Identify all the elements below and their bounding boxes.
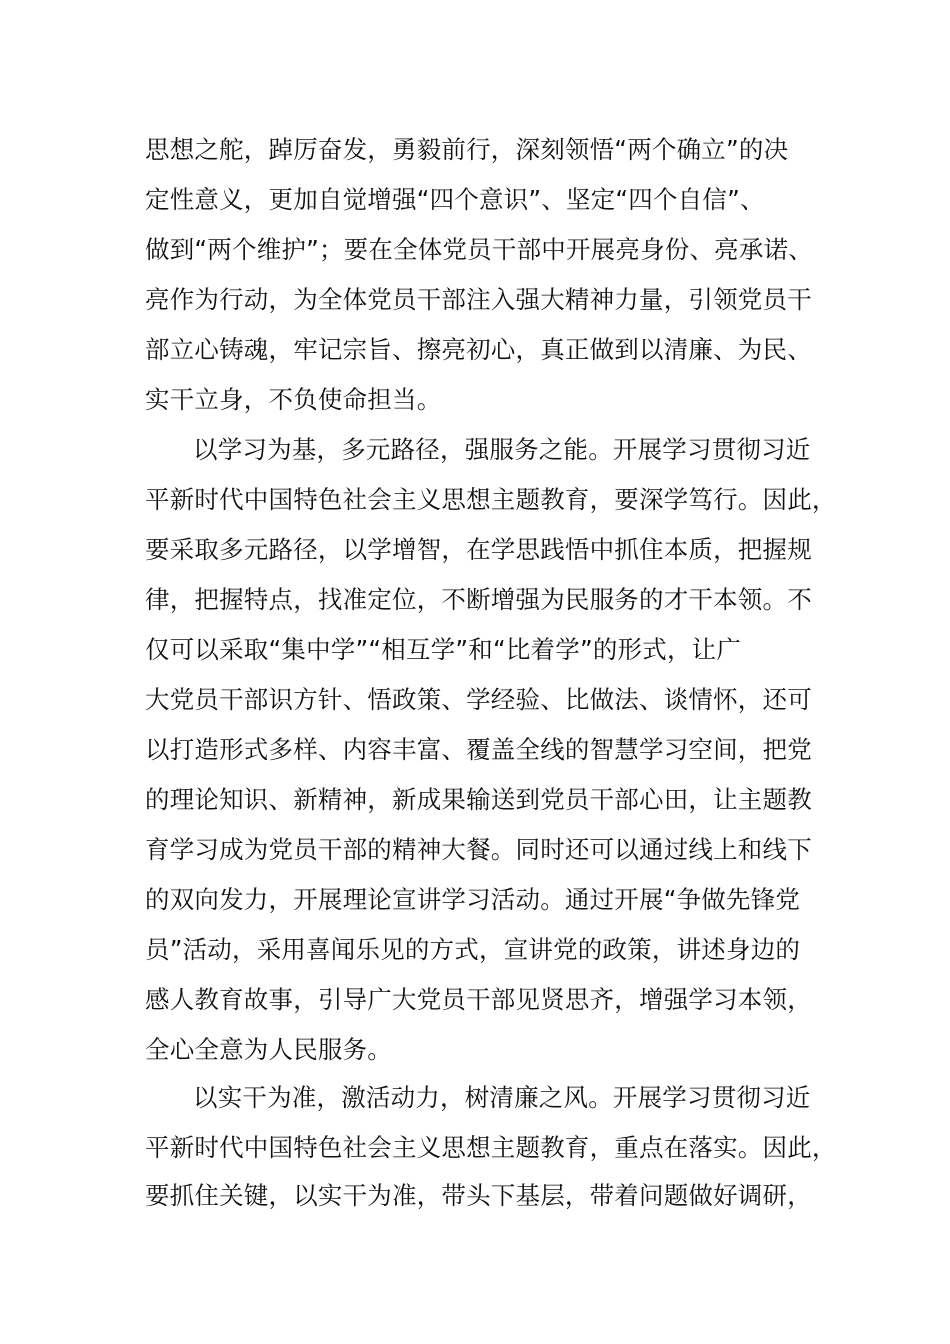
text-line: 感人教育故事，引导广大党员干部见贤思齐，增强学习本领， [145,985,812,1014]
text-line: 以打造形式多样、内容丰富、覆盖全线的智慧学习空间，把党 [145,735,812,764]
text-line: 实干立身，不负使命担当。 [145,385,442,414]
text-line: 全心全意为人民服务。 [145,1035,392,1064]
text-line: 做到“两个维护”；要在全体党员干部中开展亮身份、亮承诺、 [145,235,813,264]
paragraph-first-line: 以学习为基，多元路径，强服务之能。开展学习贯彻习近 [193,435,811,464]
text-line: 要采取多元路径，以学增智，在学思践悟中抓住本质，把握规 [145,535,812,564]
paragraph-first-line: 以实干为准，激活动力，树清廉之风。开展学习贯彻习近 [193,1083,811,1112]
text-line: 的理论知识、新精神，新成果输送到党员干部心田，让主题教 [145,785,812,814]
text-line: 育学习成为党员干部的精神大餐。同时还可以通过线上和线下 [145,835,812,864]
text-line: 员”活动，采用喜闻乐见的方式，宣讲党的政策，讲述身边的 [145,935,801,964]
text-line: 律，把握特点，找准定位，不断增强为民服务的才干本领。不 [145,585,812,614]
text-line: 平新时代中国特色社会主义思想主题教育，重点在落实。因此， [145,1133,837,1162]
text-line: 要抓住关键，以实干为准，带头下基层，带着问题做好调研， [145,1181,812,1210]
text-line: 定性意义，更加自觉增强“四个意识”、坚定“四个自信”、 [145,185,765,214]
text-line: 亮作为行动，为全体党员干部注入强大精神力量，引领党员干 [145,285,812,314]
text-line: 思想之舵，踔厉奋发，勇毅前行，深刻领悟“两个确立”的决 [145,135,789,164]
text-line: 大党员干部识方针、悟政策、学经验、比做法、谈情怀，还可 [145,685,812,714]
text-line: 的双向发力，开展理论宣讲学习活动。通过开展“争做先锋党 [145,885,801,914]
text-line: 平新时代中国特色社会主义思想主题教育，要深学笃行。因此， [145,485,837,514]
text-line: 部立心铸魂，牢记宗旨、擦亮初心，真正做到以清廉、为民、 [145,335,812,364]
text-line: 仅可以采取“集中学”“相互学”和“比着学”的形式，让广 [145,635,742,664]
